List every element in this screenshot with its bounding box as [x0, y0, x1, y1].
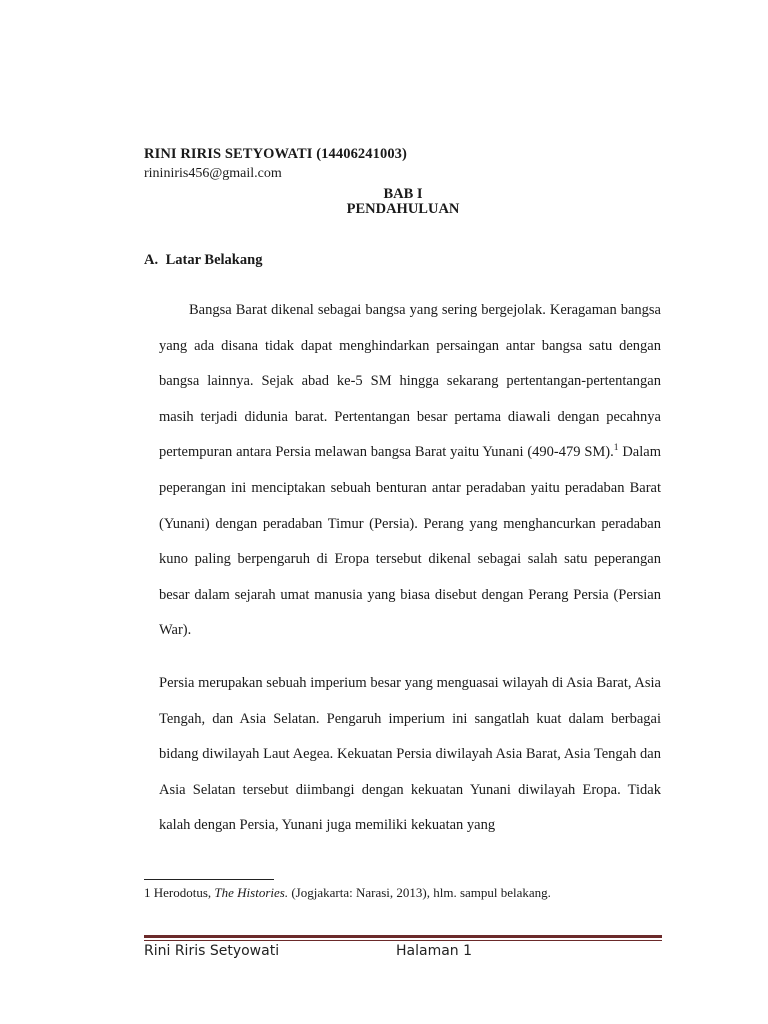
footnote	[144, 885, 551, 901]
footnote-number: 1	[144, 885, 151, 900]
author-name-id: RINI RIRIS SETYOWATI (14406241003)	[144, 146, 407, 162]
footer-rule-thin	[144, 940, 662, 941]
footnote-citation: (Jogjakarta: Narasi, 2013), hlm. sampul belakang.	[291, 885, 551, 900]
footer-rule-thick	[144, 935, 662, 938]
chapter-title: PENDAHULUAN	[346, 201, 460, 217]
section-letter: A.	[144, 252, 159, 268]
footnote-author: Herodotus,	[153, 885, 212, 900]
author-email: rininiris456@gmail.com	[144, 166, 282, 181]
paragraph-1-text-a: Bangsa Barat dikenal sebagai bangsa yang sering bergejolak. Keragaman bangsa yang ada disana tidak dapat menghindarkan persaingan antar bangsa satu dengan bangsa lainnya. Sejak abad ke-5 SM hingga sekarang pertentangan-pertentangan masih terjadi didunia barat. Pertentangan besar pertama diawali dengan pecahnya pertempuran antara Persia melawan bangsa Barat yaitu Yunani (490-479 SM).	[159, 302, 661, 461]
footer-page-number: Halaman 1	[396, 943, 473, 959]
paragraph-1	[159, 293, 661, 649]
footnote-book-title: The Histories.	[214, 885, 289, 900]
footer-author-name: Rini Riris Setyowati	[144, 943, 280, 959]
section-title: Latar Belakang	[165, 252, 263, 268]
chapter-number: BAB I	[383, 186, 423, 202]
paragraph-2: Persia merupakan sebuah imperium besar yang menguasai wilayah di Asia Barat, Asia Tengah, dan Asia Selatan. Pengaruh imperium ini sangatlah kuat dalam berbagai bidang diwilayah Laut Aegea. Kekuatan Persia diwilayah Asia Barat, Asia Tengah dan Asia Selatan tersebut diimbangi dengan kekuatan Yunani diwilayah Eropa. Tidak kalah dengan Persia, Yunani juga memiliki kekuatan yang	[159, 675, 661, 834]
footnote-reference: 1	[613, 443, 619, 454]
footnote-separator	[144, 879, 274, 880]
section-heading	[144, 252, 262, 269]
paragraph-1-text-b: Dalam peperangan ini menciptakan sebuah benturan antar peradaban yaitu peradaban Barat (Yunani) dengan peradaban Timur (Persia). Perang yang menghancurkan peradaban kuno paling berpengaruh di Eropa tersebut dikenal sebagai salah satu peperangan besar dalam sejarah umat manusia yang biasa disebut dengan Perang Persia (Persian War).	[159, 444, 661, 639]
